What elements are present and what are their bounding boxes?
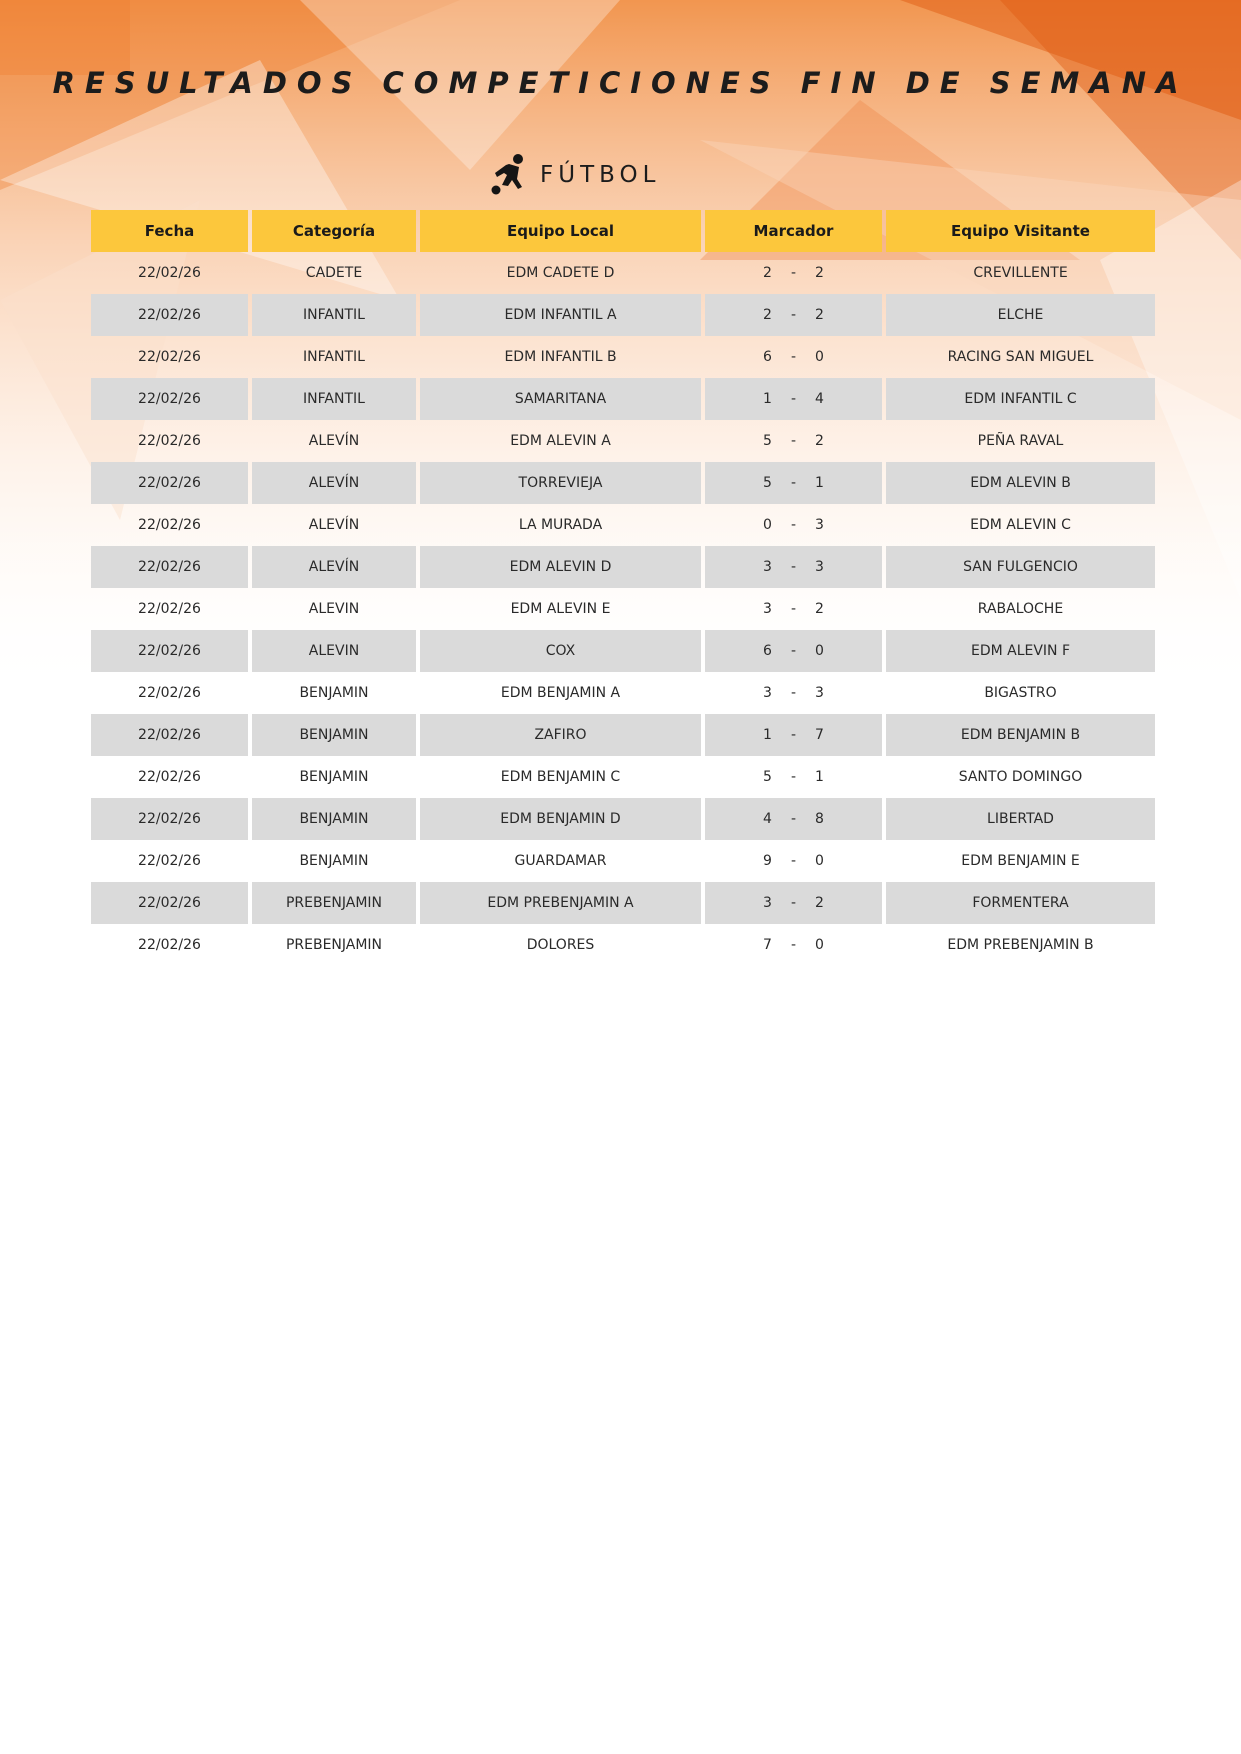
cell-equipo-visitante: EDM BENJAMIN E (961, 853, 1080, 869)
cell-categoria: ALEVIN (252, 630, 416, 672)
score-local: 6 (763, 349, 772, 365)
cell-categoria: ALEVÍN (252, 546, 416, 588)
cell-marcador (705, 924, 882, 966)
table-row (91, 546, 1155, 588)
cell-marcador (705, 756, 882, 798)
cell-marcador (705, 252, 882, 294)
table-row (91, 924, 1155, 966)
cell-categoria: BENJAMIN (252, 714, 416, 756)
cell-categoria: BENJAMIN (252, 798, 416, 840)
cell-marcador (705, 588, 882, 630)
table-row (91, 378, 1155, 420)
score-local: 2 (763, 265, 772, 281)
table-body (91, 252, 1155, 966)
score-visitante: 1 (815, 475, 824, 491)
table-row (91, 672, 1155, 714)
cell-fecha: 22/02/26 (138, 601, 201, 617)
cell-marcador (705, 336, 882, 378)
score (759, 475, 829, 491)
score-separator: - (790, 601, 797, 617)
table-row (91, 588, 1155, 630)
cell-fecha: 22/02/26 (91, 462, 248, 504)
cell-categoria: BENJAMIN (299, 685, 369, 701)
results-table (91, 210, 1155, 966)
table-row (91, 714, 1155, 756)
cell-fecha: 22/02/26 (91, 546, 248, 588)
score (759, 517, 829, 533)
cell-fecha: 22/02/26 (91, 294, 248, 336)
cell-fecha: 22/02/26 (138, 265, 201, 281)
cell-categoria: ALEVIN (308, 601, 360, 617)
cell-equipo-visitante: EDM ALEVIN C (970, 517, 1071, 533)
score-separator: - (790, 811, 797, 827)
score-separator: - (790, 265, 797, 281)
cell-categoria: ALEVÍN (308, 433, 360, 449)
cell-equipo-visitante: EDM PREBENJAMIN B (947, 937, 1094, 953)
cell-equipo-local: GUARDAMAR (514, 853, 607, 869)
score-visitante: 0 (815, 937, 824, 953)
cell-equipo-local: DOLORES (526, 937, 595, 953)
cell-categoria: CADETE (305, 265, 363, 281)
score-separator: - (790, 307, 797, 323)
score (759, 601, 829, 617)
score-local: 2 (763, 307, 772, 323)
score-separator: - (790, 475, 797, 491)
cell-equipo-visitante: EDM ALEVIN B (886, 462, 1155, 504)
cell-marcador (705, 672, 882, 714)
score (759, 307, 829, 323)
cell-marcador (705, 798, 882, 840)
score-local: 5 (763, 475, 772, 491)
cell-fecha: 22/02/26 (138, 937, 201, 953)
cell-equipo-visitante: LIBERTAD (886, 798, 1155, 840)
page-title: RESULTADOS COMPETICIONES FIN DE SEMANA (52, 66, 1189, 100)
score-local: 3 (763, 559, 772, 575)
cell-marcador (705, 420, 882, 462)
cell-fecha: 22/02/26 (138, 349, 201, 365)
header-fecha: Fecha (91, 210, 248, 252)
score-separator: - (790, 853, 797, 869)
score-visitante: 8 (815, 811, 824, 827)
score (759, 349, 829, 365)
cell-equipo-local: EDM PREBENJAMIN A (420, 882, 701, 924)
score-local: 4 (763, 811, 772, 827)
cell-equipo-local: EDM BENJAMIN A (500, 685, 621, 701)
score-local: 6 (763, 643, 772, 659)
cell-equipo-local: EDM ALEVIN E (510, 601, 611, 617)
table-row (91, 756, 1155, 798)
table-row (91, 462, 1155, 504)
table-header-row (91, 210, 1155, 252)
cell-equipo-local: EDM BENJAMIN C (500, 769, 621, 785)
score-separator: - (790, 391, 797, 407)
header-marcador: Marcador (705, 210, 882, 252)
score (759, 643, 829, 659)
score (759, 937, 829, 953)
score (759, 769, 829, 785)
cell-equipo-visitante: RABALOCHE (977, 601, 1064, 617)
cell-fecha: 22/02/26 (138, 769, 201, 785)
score-separator: - (790, 433, 797, 449)
cell-equipo-local: COX (420, 630, 701, 672)
cell-equipo-visitante: EDM INFANTIL C (886, 378, 1155, 420)
score-local: 1 (763, 727, 772, 743)
cell-marcador (705, 378, 882, 420)
score-separator: - (790, 517, 797, 533)
score-visitante: 7 (815, 727, 824, 743)
score-visitante: 0 (815, 643, 824, 659)
cell-categoria: PREBENJAMIN (252, 882, 416, 924)
score (759, 265, 829, 281)
cell-equipo-local: EDM BENJAMIN D (420, 798, 701, 840)
score-separator: - (790, 769, 797, 785)
cell-categoria: ALEVÍN (308, 517, 360, 533)
cell-categoria: INFANTIL (252, 294, 416, 336)
header-categoria: Categoría (252, 210, 416, 252)
table-row (91, 882, 1155, 924)
cell-fecha: 22/02/26 (138, 853, 201, 869)
score-local: 3 (763, 601, 772, 617)
header-equipo-local: Equipo Local (420, 210, 701, 252)
soccer-player-icon (488, 153, 528, 197)
score-separator: - (790, 685, 797, 701)
score-visitante: 2 (815, 601, 824, 617)
score-visitante: 3 (815, 517, 824, 533)
cell-categoria: INFANTIL (252, 378, 416, 420)
score (759, 895, 829, 911)
score-separator: - (790, 895, 797, 911)
cell-fecha: 22/02/26 (138, 517, 201, 533)
cell-equipo-visitante: FORMENTERA (886, 882, 1155, 924)
section-header (488, 152, 660, 198)
section-label: FÚTBOL (540, 162, 661, 188)
score-separator: - (790, 727, 797, 743)
cell-marcador (705, 504, 882, 546)
table-row (91, 630, 1155, 672)
cell-marcador (705, 546, 882, 588)
cell-fecha: 22/02/26 (91, 714, 248, 756)
cell-fecha: 22/02/26 (91, 882, 248, 924)
score-visitante: 0 (815, 349, 824, 365)
score-visitante: 1 (815, 769, 824, 785)
cell-equipo-visitante: SAN FULGENCIO (886, 546, 1155, 588)
cell-equipo-visitante: SANTO DOMINGO (958, 769, 1083, 785)
cell-equipo-local: TORREVIEJA (420, 462, 701, 504)
cell-equipo-local: SAMARITANA (420, 378, 701, 420)
score-visitante: 2 (815, 895, 824, 911)
score-separator: - (790, 559, 797, 575)
cell-fecha: 22/02/26 (91, 378, 248, 420)
cell-equipo-local: EDM INFANTIL A (420, 294, 701, 336)
cell-equipo-visitante: PEÑA RAVAL (977, 433, 1064, 449)
cell-fecha: 22/02/26 (91, 630, 248, 672)
score-local: 7 (763, 937, 772, 953)
score (759, 853, 829, 869)
score-separator: - (790, 937, 797, 953)
score-local: 5 (763, 433, 772, 449)
score-visitante: 3 (815, 685, 824, 701)
cell-fecha: 22/02/26 (91, 798, 248, 840)
score-separator: - (790, 349, 797, 365)
header-equipo-visitante: Equipo Visitante (886, 210, 1155, 252)
cell-categoria: BENJAMIN (299, 853, 369, 869)
cell-marcador (705, 714, 882, 756)
table-row (91, 504, 1155, 546)
cell-categoria: BENJAMIN (299, 769, 369, 785)
cell-categoria: PREBENJAMIN (285, 937, 383, 953)
table-row (91, 252, 1155, 294)
cell-fecha: 22/02/26 (138, 685, 201, 701)
score-visitante: 2 (815, 265, 824, 281)
cell-equipo-visitante: EDM BENJAMIN B (886, 714, 1155, 756)
score (759, 391, 829, 407)
cell-equipo-visitante: CREVILLENTE (973, 265, 1068, 281)
cell-categoria: INFANTIL (303, 349, 365, 365)
cell-marcador (705, 630, 882, 672)
cell-marcador (705, 462, 882, 504)
cell-equipo-visitante: BIGASTRO (984, 685, 1057, 701)
cell-equipo-local: EDM ALEVIN D (420, 546, 701, 588)
cell-equipo-local: EDM CADETE D (506, 265, 615, 281)
table-row (91, 420, 1155, 462)
score-local: 3 (763, 895, 772, 911)
score-visitante: 0 (815, 853, 824, 869)
score-local: 3 (763, 685, 772, 701)
score-local: 1 (763, 391, 772, 407)
score (759, 811, 829, 827)
score (759, 685, 829, 701)
score-visitante: 2 (815, 307, 824, 323)
score-local: 9 (763, 853, 772, 869)
score (759, 559, 829, 575)
cell-marcador (705, 294, 882, 336)
table-row (91, 294, 1155, 336)
cell-fecha: 22/02/26 (138, 433, 201, 449)
score-local: 0 (763, 517, 772, 533)
cell-equipo-local: EDM INFANTIL B (504, 349, 617, 365)
cell-equipo-visitante: EDM ALEVIN F (886, 630, 1155, 672)
cell-equipo-local: ZAFIRO (420, 714, 701, 756)
score (759, 727, 829, 743)
score-local: 5 (763, 769, 772, 785)
score-visitante: 4 (815, 391, 824, 407)
score-separator: - (790, 643, 797, 659)
cell-categoria: ALEVÍN (252, 462, 416, 504)
cell-marcador (705, 840, 882, 882)
score-visitante: 3 (815, 559, 824, 575)
cell-equipo-visitante: ELCHE (886, 294, 1155, 336)
cell-marcador (705, 882, 882, 924)
cell-equipo-visitante: RACING SAN MIGUEL (947, 349, 1094, 365)
table-row (91, 336, 1155, 378)
score-visitante: 2 (815, 433, 824, 449)
table-row (91, 798, 1155, 840)
table-row (91, 840, 1155, 882)
score (759, 433, 829, 449)
cell-equipo-local: EDM ALEVIN A (510, 433, 611, 449)
cell-equipo-local: LA MURADA (518, 517, 603, 533)
